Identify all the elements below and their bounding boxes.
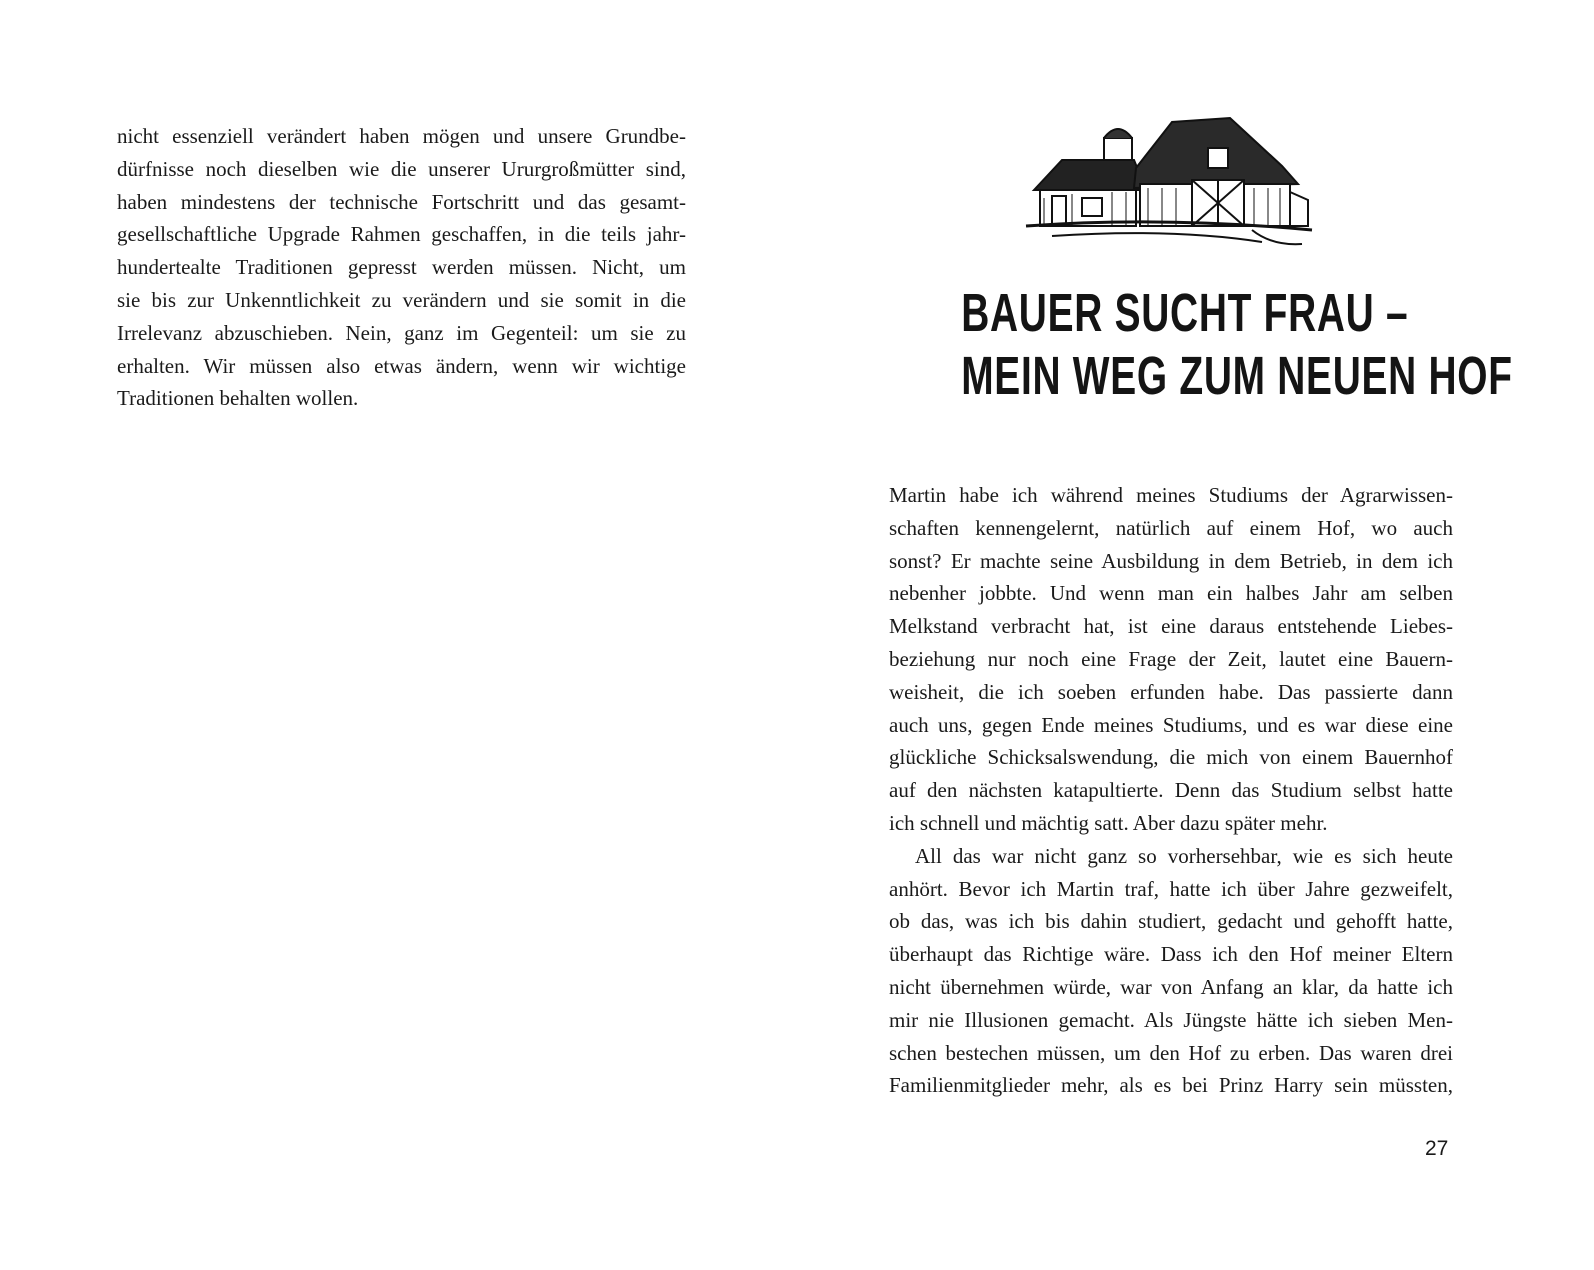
text-line: erhalten. Wir müssen also etwas ändern, wenn wir wichtige [117, 353, 686, 378]
text-line: Martin habe ich während meines Studiums der Agrarwissen- [889, 483, 1453, 507]
text-line: sie bis zur Unkenntlichkeit zu verändern und sie somit in die [117, 287, 686, 312]
text-line: Melkstand verbracht hat, ist eine daraus entstehende Liebes- [889, 614, 1453, 639]
text-line: dürfnisse noch dieselben wie die unserer Ururgroßmütter sind, [117, 156, 686, 181]
text-line: schen bestechen müssen, um den Hof zu erben. Das waren drei [889, 1040, 1453, 1065]
text-line: Familienmitglieder mehr, als es bei Prinz Harry sein müssten, [889, 1073, 1453, 1098]
text-line: mir nie Illusionen gemacht. Als Jüngste hätte ich sieben Men- [889, 1007, 1453, 1032]
text-line: gesellschaftliche Upgrade Rahmen geschaffen, in die teils jahr- [117, 222, 686, 247]
text-line: haben mindestens der technische Fortschritt und das gesamt- [117, 189, 686, 214]
text-line: nicht übernehmen würde, war von Anfang an klar, da hatte ich [889, 974, 1453, 999]
text-line: glückliche Schicksalswendung, die mich von einem Bauernhof [889, 745, 1453, 770]
chapter-title-line-1: BAUER SUCHT FRAU – [961, 283, 1409, 343]
left-page-text [117, 120, 686, 415]
text-line: nebenher jobbte. Und wenn man ein halbes Jahr am selben [889, 581, 1453, 606]
text-line: hundertealte Traditionen gepresst werden müssen. Nicht, um [117, 255, 686, 280]
text-line: Traditionen behalten wollen. [117, 386, 359, 411]
chapter-title [880, 282, 1513, 408]
text-line: ob das, was ich bis dahin studiert, gedacht und gehofft hatte, [889, 909, 1453, 934]
text-line: All das war nicht ganz so vorhersehbar, wie es sich heute [915, 843, 1453, 868]
text-line: ich schnell und mächtig satt. Aber dazu später mehr. [889, 810, 1328, 835]
text-line: weisheit, die ich soeben erfunden habe. Das passierte dann [889, 679, 1453, 704]
text-line: schaften kennengelernt, natürlich auf einem Hof, wo auch [889, 515, 1453, 540]
text-line: auch uns, gegen Ende meines Studiums, und es war diese eine [889, 712, 1453, 737]
text-line: anhört. Bevor ich Martin traf, hatte ich über Jahre gezweifelt, [889, 876, 1453, 901]
barn-illustration [1022, 108, 1314, 258]
chapter-title-line-2: MEIN WEG ZUM NEUEN HOF [961, 346, 1513, 406]
text-line: beziehung nur noch eine Frage der Zeit, lautet eine Bauern- [889, 646, 1453, 671]
text-line: auf den nächsten katapultierte. Denn das Studium selbst hatte [889, 778, 1453, 803]
page-number: 27 [1425, 1137, 1449, 1160]
text-line: überhaupt das Richtige wäre. Dass ich den Hof meiner Eltern [889, 942, 1453, 967]
text-line: sonst? Er machte seine Ausbildung in dem Betrieb, in dem ich [889, 548, 1453, 573]
text-line: Irrelevanz abzuschieben. Nein, ganz im Gegenteil: um sie zu [117, 320, 686, 345]
right-page-text [889, 479, 1453, 1102]
text-line: nicht essenziell verändert haben mögen und unsere Grundbe- [117, 124, 686, 148]
